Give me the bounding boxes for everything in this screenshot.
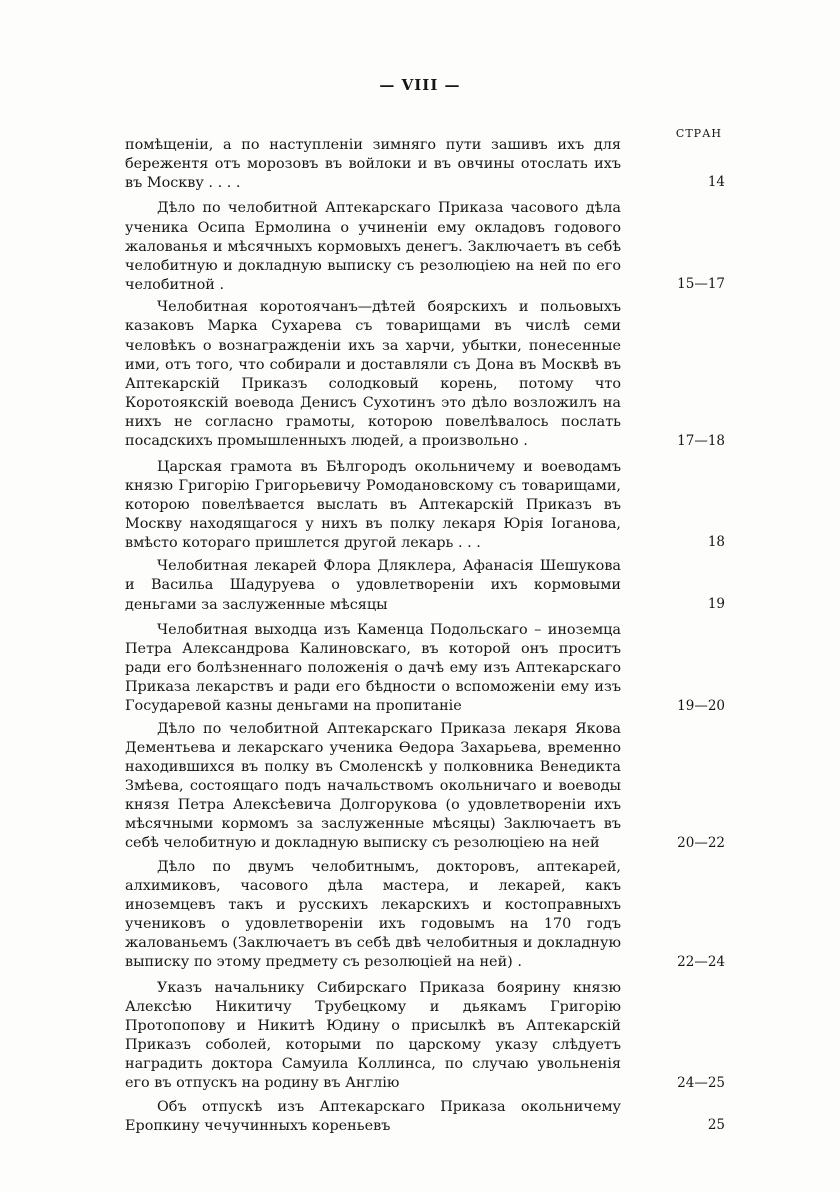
entry-text: Челобитная коротоячанъ—дѣтей боярскихъ и польовыхъ казаковъ Марка Сухарева съ товарищами въ числѣ семи человѣкъ о вознагражденіи ихъ за харчи, убытки, понесенные ими, отъ того, что собирали и доставляли съ Дона въ Москвѣ въ Аптекарскій Приказъ солодковый корень, потому что Коротоякскій воевода Денисъ Сухотинъ это дѣло возложилъ на нихъ не согласно грамоты, которою повелѣвалось послать посадскихъ промышленныхъ людей, а произвольно .	[125, 299, 621, 450]
entry-page-ref: 19	[707, 595, 725, 612]
toc-entry	[125, 298, 725, 451]
entry-page-ref: 14	[707, 174, 725, 191]
toc-entry	[125, 199, 725, 295]
entry-text: Челобитная выходца изъ Каменца Подольскаго – иноземца Петра Александрова Калиновскаго, въ которой онъ проситъ ради его болѣзненнаго положенія о дачѣ ему изъ Аптекарскаго Приказа лекарствъ и ради его бѣдности о вспоможеніи ему изъ Государевой казны деньгами на пропитаніе	[125, 621, 621, 715]
page-number: — VIII —	[379, 76, 461, 94]
entry-page-ref: 15—17	[677, 276, 725, 293]
toc-entry	[125, 858, 725, 973]
entry-text: помѣщеніи, а по наступленіи зимняго пути зашивъ ихъ для бережентя отъ морозовъ въ войлоки и въ овчины отослать ихъ въ Москву . . . .	[125, 137, 621, 192]
entry-text: Дѣло по двумъ челобитнымъ, докторовъ, аптекарей, алхимиковъ, часового дѣла мастера, и лекарей, какъ иноземцевъ такъ и русскихъ лекарскихъ и костоправныхъ учениковъ о удовлетвореніи ихъ годовымъ на 170 годъ жалованьемъ (Заключаетъ въ себѣ двѣ челобитныя и докладную выписку по этому предмету съ резолюціей на ней) .	[125, 858, 621, 971]
toc-entry	[125, 621, 725, 717]
entry-page-ref: 18	[707, 534, 725, 551]
entry-page-ref: 25	[707, 1116, 725, 1133]
toc-entry	[125, 1098, 725, 1136]
entry-page-ref: 22—24	[677, 953, 725, 970]
pages-column-label: СТРАН	[675, 127, 722, 140]
toc-entry	[125, 557, 725, 614]
entry-text: Дѣло по челобитной Аптекарскаго Приказа лекаря Якова Дементьева и лекарскаго ученика Ѳедора Захарьева, временно находившихся въ полку въ Смоленскѣ у полковника Венедикта Змѣева, состоящаго подъ начальствомъ окольничаго и воеводы князя Петра Алексѣевича Долгорукова (о удовлетвореніи ихъ мѣсячными кормомъ за заслуженные мѣсяцы) Заключаетъ въ себѣ челобитную и докладную выписку съ резолюціею на ней	[125, 720, 621, 852]
toc-entry	[125, 458, 725, 554]
entry-text: Объ отпускѣ изъ Аптекарскаго Приказа окольничему Еропкину чечучинныхъ кореньевъ	[125, 1098, 621, 1134]
entry-text: Указъ начальнику Сибирскаго Приказа боярину князю Алексѣю Никитичу Трубецкому и дьякамъ Григорію Протопопову и Никитѣ Юдину о присылкѣ въ Аптекарскій Приказъ соболей, которыми по царскому указу слѣдуетъ наградить доктора Самуила Коллинса, по случаю увольненія его въ отпускъ на родину въ Англію	[125, 979, 621, 1092]
entry-text: Челобитная лекарей Флора Дляклера, Афанасія Шешукова и Васильа Шадуруева о удовлетвореніи ихъ кормовыми деньгами за заслуженные мѣсяцы	[125, 558, 621, 613]
toc-entry	[125, 979, 725, 1094]
entry-text: Царская грамота въ Бѣлгородъ окольничему и воеводамъ князю Григорію Григорьевичу Ромодановскому съ товарищами, которою повелѣвается выслать въ Аптекарскій Приказъ въ Москву находящагося у нихъ въ полку лекаря Юрія Іоганова, вмѣсто котораго пришлется другой лекарь . . .	[125, 458, 621, 552]
table-of-contents	[125, 136, 725, 1136]
entry-page-ref: 19—20	[677, 697, 725, 714]
toc-entry	[125, 720, 725, 854]
toc-entry	[125, 136, 725, 193]
entry-text: Дѣло по челобитной Аптекарскаго Приказа часового дѣла ученика Осипа Ермолина о учиненіи ему окладовъ годового жалованья и мѣсячныхъ кормовыхъ денегъ. Заключаетъ въ себѣ челобитную и докладную выписку съ резолюціею на ней по его челобитной .	[125, 200, 621, 294]
entry-page-ref: 24—25	[677, 1074, 725, 1091]
entry-page-ref: 20—22	[677, 834, 725, 851]
entry-page-ref: 17—18	[677, 432, 725, 449]
